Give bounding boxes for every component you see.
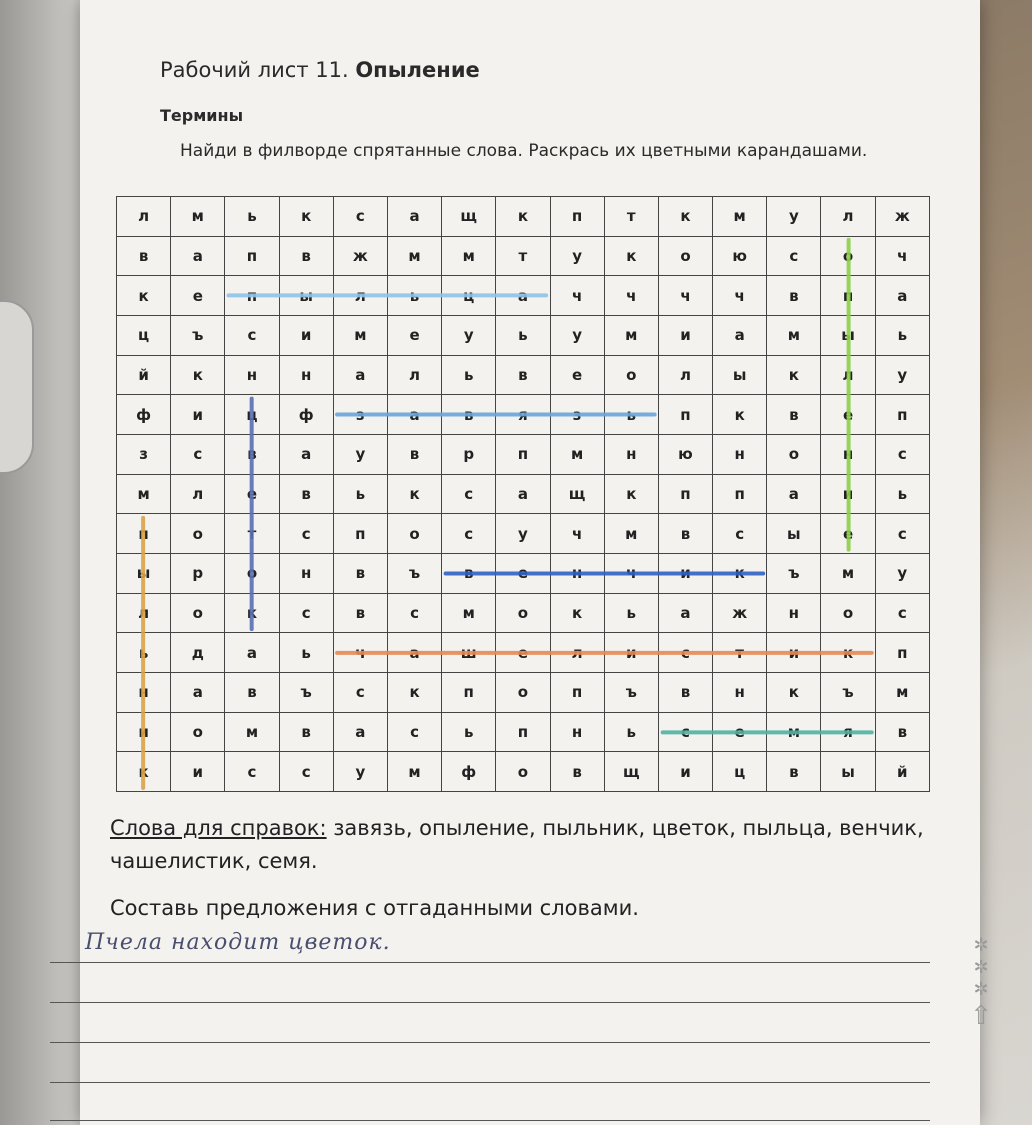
grid-row [117, 395, 930, 435]
grid-cell[interactable]: ы [117, 553, 171, 593]
grid-cell[interactable]: е [496, 633, 550, 673]
grid-cell[interactable]: у [875, 355, 929, 395]
grid-cell[interactable]: с [225, 752, 279, 792]
grid-cell[interactable]: к [767, 672, 821, 712]
grid-cell[interactable]: щ [550, 474, 604, 514]
grid-row [117, 712, 930, 752]
grid-cell[interactable]: с [442, 514, 496, 554]
grid-cell[interactable]: н [821, 434, 875, 474]
grid-cell[interactable]: п [713, 474, 767, 514]
grid-cell[interactable]: к [821, 633, 875, 673]
grid-cell[interactable]: л [550, 633, 604, 673]
grid-cell[interactable]: ъ [821, 672, 875, 712]
grid-cell[interactable]: и [604, 633, 658, 673]
grid-cell[interactable]: ь [279, 633, 333, 673]
grid-cell[interactable]: у [496, 514, 550, 554]
grid-cell[interactable]: м [821, 553, 875, 593]
grid-cell[interactable]: к [387, 672, 441, 712]
grid-cell[interactable]: и [658, 553, 712, 593]
grid-cell[interactable]: к [171, 355, 225, 395]
grid-cell[interactable]: к [767, 355, 821, 395]
grid-cell[interactable]: м [442, 593, 496, 633]
grid-cell[interactable]: с [333, 197, 387, 237]
grid-cell[interactable]: т [225, 514, 279, 554]
grid-cell[interactable]: ы [821, 752, 875, 792]
grid-cell[interactable]: ь [225, 197, 279, 237]
grid-cell[interactable]: а [875, 276, 929, 316]
grid-cell[interactable]: к [658, 197, 712, 237]
grid-cell[interactable]: е [713, 712, 767, 752]
grid-cell[interactable]: н [550, 712, 604, 752]
grid-cell[interactable]: м [767, 712, 821, 752]
grid-cell[interactable]: ь [604, 712, 658, 752]
grid-cell[interactable]: а [387, 395, 441, 435]
grid-cell[interactable]: м [767, 315, 821, 355]
grid-cell[interactable]: и [171, 395, 225, 435]
title-number: Рабочий лист 11. [160, 58, 349, 82]
grid-cell[interactable]: н [225, 355, 279, 395]
task-text: Составь предложения с отгаданными словами. [110, 896, 639, 920]
grid-cell[interactable]: й [875, 752, 929, 792]
grid-cell[interactable]: ж [875, 197, 929, 237]
grid-cell[interactable]: е [821, 514, 875, 554]
grid-cell[interactable]: в [875, 712, 929, 752]
grid-cell[interactable]: а [496, 474, 550, 514]
grid-cell[interactable]: ы [279, 276, 333, 316]
answer-line[interactable] [50, 1042, 930, 1043]
grid-cell[interactable]: к [713, 395, 767, 435]
grid-cell[interactable]: в [767, 752, 821, 792]
grid-cell[interactable]: в [225, 434, 279, 474]
grid-cell[interactable]: м [875, 672, 929, 712]
grid-cell[interactable]: п [875, 633, 929, 673]
grid-cell[interactable]: о [496, 672, 550, 712]
grid-cell[interactable]: в [767, 395, 821, 435]
grid-cell[interactable]: ь [604, 593, 658, 633]
grid-cell[interactable]: е [550, 355, 604, 395]
grid-cell[interactable]: а [333, 355, 387, 395]
grid-cell[interactable]: в [279, 712, 333, 752]
grid-cell[interactable]: е [496, 553, 550, 593]
grid-cell[interactable]: и [658, 315, 712, 355]
grid-cell[interactable]: с [387, 593, 441, 633]
grid-cell[interactable]: л [117, 593, 171, 633]
grid-cell[interactable]: о [604, 355, 658, 395]
grid-cell[interactable]: о [658, 236, 712, 276]
grid-row [117, 633, 930, 673]
grid-cell[interactable]: ф [117, 395, 171, 435]
grid-cell[interactable]: м [550, 434, 604, 474]
grid-cell[interactable]: а [333, 712, 387, 752]
grid-cell[interactable]: м [387, 752, 441, 792]
grid-cell[interactable]: ч [604, 553, 658, 593]
grid-cell[interactable]: з [117, 434, 171, 474]
grid-cell[interactable]: н [604, 434, 658, 474]
grid-cell[interactable]: м [333, 315, 387, 355]
grid-cell[interactable]: ф [442, 752, 496, 792]
grid-cell[interactable]: к [604, 236, 658, 276]
grid-row [117, 355, 930, 395]
grid-row [117, 752, 930, 792]
grid-cell[interactable]: п [225, 236, 279, 276]
grid-cell[interactable]: м [442, 236, 496, 276]
grid-cell[interactable]: ь [496, 315, 550, 355]
grid-cell[interactable]: а [387, 633, 441, 673]
grid-cell[interactable]: л [821, 197, 875, 237]
grid-row [117, 276, 930, 316]
grid-cell[interactable]: с [767, 236, 821, 276]
grid-cell[interactable]: у [875, 553, 929, 593]
answer-line[interactable] [50, 962, 930, 963]
grid-cell[interactable]: в [333, 593, 387, 633]
grid-table [116, 196, 930, 792]
grid-cell[interactable]: ц [117, 315, 171, 355]
grid-cell[interactable]: у [767, 197, 821, 237]
grid-cell[interactable]: й [117, 355, 171, 395]
grid-cell[interactable]: о [171, 712, 225, 752]
grid-cell[interactable]: о [821, 236, 875, 276]
grid-cell[interactable]: з [333, 395, 387, 435]
grid-cell[interactable]: ц [442, 276, 496, 316]
grid-cell[interactable]: ы [713, 355, 767, 395]
grid-cell[interactable]: и [821, 474, 875, 514]
grid-cell[interactable]: ч [875, 236, 929, 276]
answer-line[interactable] [50, 1002, 930, 1003]
grid-cell[interactable]: и [658, 752, 712, 792]
grid-cell[interactable]: к [117, 276, 171, 316]
grid-row [117, 553, 930, 593]
grid-cell[interactable]: я [496, 395, 550, 435]
grid-cell[interactable]: с [658, 712, 712, 752]
grid-cell[interactable]: а [171, 672, 225, 712]
worksheet-page [80, 0, 980, 1125]
grid-cell[interactable]: т [496, 236, 550, 276]
grid-cell[interactable]: к [225, 593, 279, 633]
grid-cell[interactable]: а [171, 236, 225, 276]
grid-cell[interactable]: л [658, 355, 712, 395]
grid-cell[interactable]: ь [442, 712, 496, 752]
grid-cell[interactable]: а [658, 593, 712, 633]
grid-cell[interactable]: у [333, 434, 387, 474]
grid-cell[interactable]: п [333, 514, 387, 554]
grid-row [117, 514, 930, 554]
grid-cell[interactable]: н [279, 553, 333, 593]
grid-cell[interactable]: м [387, 236, 441, 276]
grid-cell[interactable]: ю [713, 236, 767, 276]
grid-cell[interactable]: р [442, 434, 496, 474]
grid-cell[interactable]: а [767, 474, 821, 514]
grid-cell[interactable]: п [550, 672, 604, 712]
grid-row [117, 236, 930, 276]
grid-cell[interactable]: м [171, 197, 225, 237]
word-search-grid [116, 196, 930, 792]
grid-cell[interactable]: о [496, 752, 550, 792]
grid-cell[interactable]: н [713, 672, 767, 712]
grid-cell[interactable]: п [117, 514, 171, 554]
grid-cell[interactable]: у [333, 752, 387, 792]
grid-cell[interactable]: н [117, 672, 171, 712]
grid-cell[interactable]: м [713, 197, 767, 237]
grid-cell[interactable]: п [496, 712, 550, 752]
grid-cell[interactable]: с [225, 315, 279, 355]
grid-cell[interactable]: м [117, 474, 171, 514]
grid-cell[interactable]: у [442, 315, 496, 355]
grid-cell[interactable]: с [387, 712, 441, 752]
grid-cell[interactable]: ф [279, 395, 333, 435]
instruction-text: Найди в филворде спрятанные слова. Раскрась их цветными карандашами. [180, 141, 868, 161]
grid-cell[interactable]: м [225, 712, 279, 752]
reference-list: завязь, опыление, пыльник, цветок, пыльца, венчик, чашелистик, семя. [110, 816, 924, 873]
grid-cell[interactable]: и [767, 633, 821, 673]
grid-cell[interactable]: ю [658, 434, 712, 474]
grid-cell[interactable]: л [387, 355, 441, 395]
grid-cell[interactable]: р [171, 553, 225, 593]
grid-cell[interactable]: ж [333, 236, 387, 276]
grid-cell[interactable]: о [821, 593, 875, 633]
grid-cell[interactable]: н [550, 553, 604, 593]
reference-words [110, 812, 940, 878]
grid-cell[interactable]: к [550, 593, 604, 633]
grid-cell[interactable]: ь [604, 395, 658, 435]
grid-cell[interactable]: в [767, 276, 821, 316]
grid-cell[interactable]: о [171, 593, 225, 633]
grid-cell[interactable]: ч [333, 633, 387, 673]
grid-cell[interactable]: а [387, 197, 441, 237]
grid-cell[interactable]: ь [442, 355, 496, 395]
star-icon: ✲ [973, 935, 989, 956]
grid-cell[interactable]: а [279, 434, 333, 474]
reference-label: Слова для справок: [110, 816, 327, 840]
grid-cell[interactable]: с [875, 434, 929, 474]
grid-cell[interactable]: а [225, 633, 279, 673]
grid-cell[interactable]: в [658, 514, 712, 554]
grid-cell[interactable]: ъ [171, 315, 225, 355]
grid-cell[interactable]: с [875, 514, 929, 554]
grid-cell[interactable]: у [550, 315, 604, 355]
grid-cell[interactable]: ч [713, 276, 767, 316]
grid-row [117, 474, 930, 514]
grid-cell[interactable]: о [496, 593, 550, 633]
grid-cell[interactable]: в [117, 236, 171, 276]
star-icon: ✲ [973, 957, 989, 978]
answer-line[interactable] [50, 1120, 930, 1121]
grid-cell[interactable]: а [713, 315, 767, 355]
grid-cell[interactable]: в [496, 355, 550, 395]
grid-cell[interactable]: е [387, 315, 441, 355]
grid-cell[interactable]: ь [875, 474, 929, 514]
grid-cell[interactable]: к [496, 197, 550, 237]
grid-cell[interactable]: в [442, 395, 496, 435]
grid-cell[interactable]: и [171, 752, 225, 792]
grid-cell[interactable]: к [279, 197, 333, 237]
grid-cell[interactable]: ь [387, 276, 441, 316]
grid-cell[interactable]: ч [550, 514, 604, 554]
grid-cell[interactable]: ь [333, 474, 387, 514]
grid-cell[interactable]: е [821, 395, 875, 435]
grid-cell[interactable]: в [387, 434, 441, 474]
grid-cell[interactable]: ъ [387, 553, 441, 593]
grid-cell[interactable]: л [117, 197, 171, 237]
grid-cell[interactable]: и [279, 315, 333, 355]
grid-cell[interactable]: ь [117, 633, 171, 673]
grid-cell[interactable]: с [171, 434, 225, 474]
grid-row [117, 197, 930, 237]
grid-cell[interactable]: в [658, 672, 712, 712]
grid-cell[interactable]: ъ [767, 553, 821, 593]
section-heading: Термины [160, 106, 244, 125]
grid-cell[interactable]: н [713, 434, 767, 474]
grid-cell[interactable]: ч [604, 276, 658, 316]
grid-cell[interactable]: м [604, 315, 658, 355]
worksheet-title [160, 58, 480, 82]
grid-cell[interactable]: к [387, 474, 441, 514]
grid-cell[interactable]: п [821, 276, 875, 316]
grid-cell[interactable]: д [171, 633, 225, 673]
grid-cell[interactable]: о [387, 514, 441, 554]
grid-cell[interactable]: л [171, 474, 225, 514]
grid-cell[interactable]: т [604, 197, 658, 237]
grid-cell[interactable]: в [279, 236, 333, 276]
star-icon: ✲ [973, 979, 989, 1000]
grid-cell[interactable]: с [875, 593, 929, 633]
grid-cell[interactable]: п [442, 672, 496, 712]
grid-cell[interactable]: л [821, 355, 875, 395]
grid-row [117, 672, 930, 712]
grid-cell[interactable]: о [225, 553, 279, 593]
grid-cell[interactable]: ч [658, 276, 712, 316]
grid-cell[interactable]: ц [225, 395, 279, 435]
grid-cell[interactable]: ъ [604, 672, 658, 712]
grid-cell[interactable]: ц [713, 752, 767, 792]
grid-row [117, 593, 930, 633]
grid-cell[interactable]: ж [713, 593, 767, 633]
grid-cell[interactable]: ы [821, 315, 875, 355]
grid-cell[interactable]: в [442, 553, 496, 593]
grid-cell[interactable]: п [658, 395, 712, 435]
side-decorations [966, 935, 996, 1061]
answer-line[interactable] [50, 1082, 930, 1083]
title-topic: Опыление [355, 58, 480, 82]
grid-cell[interactable]: щ [604, 752, 658, 792]
grid-cell[interactable]: ъ [279, 672, 333, 712]
handwritten-answer[interactable]: Пчела находит цветок. [85, 930, 391, 955]
grid-row [117, 315, 930, 355]
grid-cell[interactable]: ь [875, 315, 929, 355]
rocket-icon: ⇧ [970, 1001, 992, 1031]
grid-cell[interactable]: а [496, 276, 550, 316]
grid-cell[interactable]: ы [767, 514, 821, 554]
binder-tab [0, 300, 34, 474]
grid-cell[interactable]: я [821, 712, 875, 752]
grid-cell[interactable]: о [171, 514, 225, 554]
grid-cell[interactable]: л [333, 276, 387, 316]
grid-cell[interactable]: с [442, 474, 496, 514]
grid-cell[interactable]: п [658, 474, 712, 514]
grid-cell[interactable]: м [604, 514, 658, 554]
grid-cell[interactable]: в [279, 474, 333, 514]
grid-cell[interactable]: у [550, 236, 604, 276]
grid-cell[interactable]: с [279, 593, 333, 633]
grid-cell[interactable]: к [713, 553, 767, 593]
grid-cell[interactable]: п [875, 395, 929, 435]
grid-cell[interactable]: в [550, 752, 604, 792]
grid-cell[interactable]: с [713, 514, 767, 554]
grid-cell[interactable]: к [604, 474, 658, 514]
grid-cell[interactable]: в [225, 672, 279, 712]
grid-cell[interactable]: з [550, 395, 604, 435]
grid-cell[interactable]: е [171, 276, 225, 316]
grid-cell[interactable]: ч [550, 276, 604, 316]
grid-row [117, 434, 930, 474]
grid-cell[interactable]: с [279, 752, 333, 792]
grid-cell[interactable]: с [333, 672, 387, 712]
grid-cell[interactable]: к [117, 752, 171, 792]
grid-cell[interactable]: п [496, 434, 550, 474]
grid-cell[interactable]: с [658, 633, 712, 673]
grid-cell[interactable]: е [225, 474, 279, 514]
grid-cell[interactable]: т [713, 633, 767, 673]
grid-cell[interactable]: н [767, 593, 821, 633]
grid-cell[interactable]: в [333, 553, 387, 593]
grid-cell[interactable]: щ [442, 197, 496, 237]
grid-cell[interactable]: н [279, 355, 333, 395]
grid-cell[interactable]: с [279, 514, 333, 554]
grid-cell[interactable]: п [550, 197, 604, 237]
grid-cell[interactable]: о [767, 434, 821, 474]
grid-cell[interactable]: ш [442, 633, 496, 673]
grid-cell[interactable]: п [225, 276, 279, 316]
grid-cell[interactable]: и [117, 712, 171, 752]
